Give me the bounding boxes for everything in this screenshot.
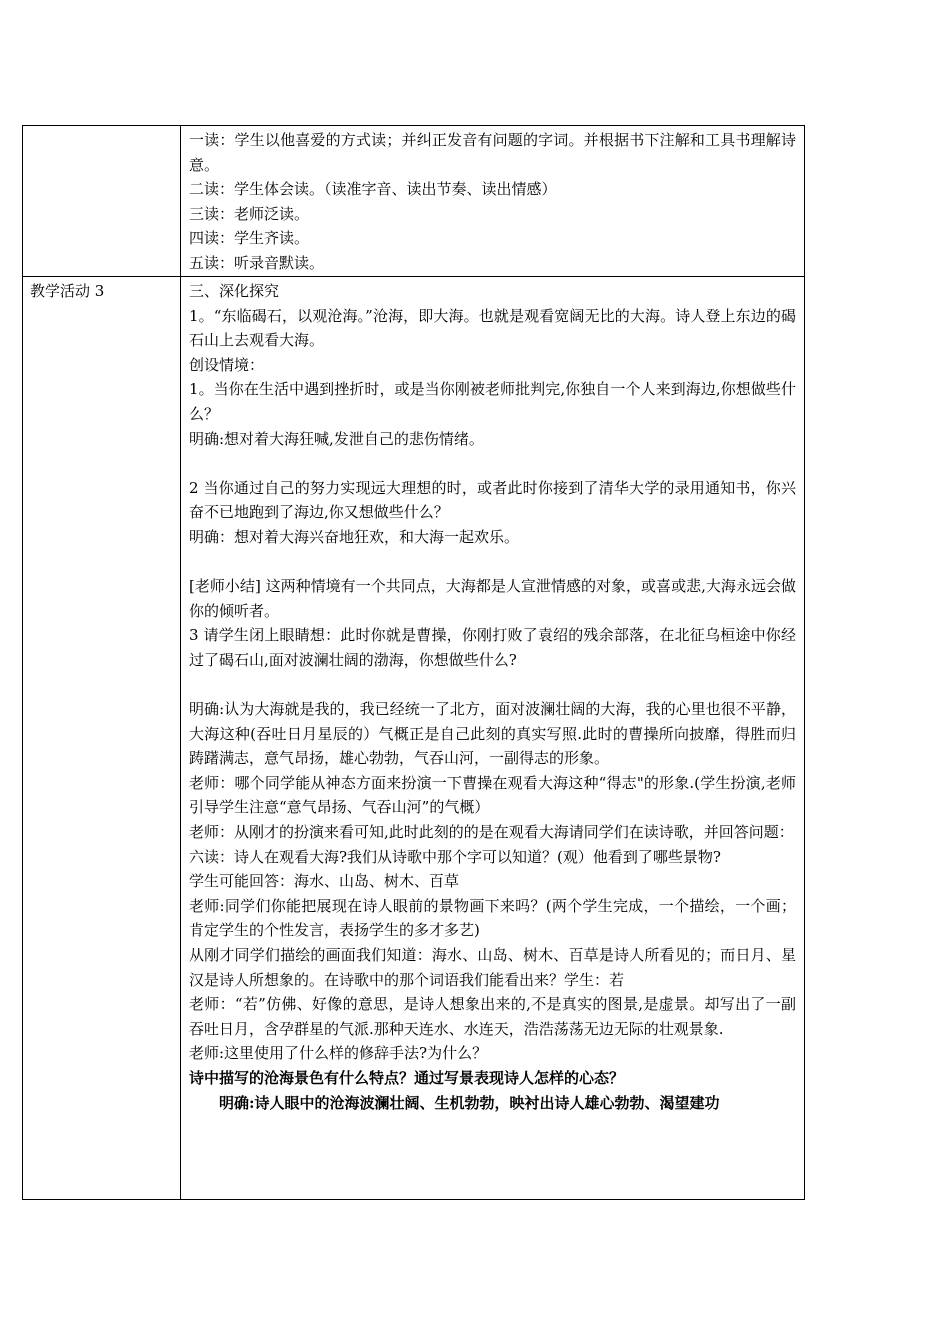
- paragraph: 老师:同学们你能把展现在诗人眼前的景物画下来吗？(两个学生完成，一个描绘，一个画；肯定学生的个性发言，表扬学生的多才多艺): [189, 896, 796, 940]
- paragraph: 老师：“若”仿佛、好像的意思，是诗人想象出来的,不是真实的图景,是虚景。却写出了一副吞吐日月，含孕群星的气派.那种天连水、水连天，浩浩荡荡无边无际的壮观景象.: [189, 995, 796, 1038]
- paragraph: [老师小结] 这两种情境有一个共同点，大海都是人宣泄情感的对象，或喜或悲,大海永远会做你的倾听者。: [189, 577, 796, 620]
- label-cell: [23, 126, 181, 277]
- paragraph: 明确:想对着大海狂喊,发泄自己的悲伤情绪。: [189, 429, 484, 448]
- paragraph: 3 请学生闭上眼睛想：此时你就是曹操，你刚打败了袁绍的残余部落，在北征乌桓途中你经过了碣石山,面对波澜壮阔的渤海，你想做些什么?: [189, 626, 796, 669]
- paragraph: 二读：学生体会读。（读准字音、读出节奏、读出情感）: [189, 180, 557, 199]
- paragraph: 三读：老师泛读。: [189, 204, 310, 223]
- bold-answer: 明确:诗人眼中的沧海波澜壮阔、生机勃勃，映衬出诗人雄心勃勃、渴望建功: [219, 1093, 720, 1112]
- paragraph: 从刚才同学们描绘的画面我们知道：海水、山岛、树木、百草是诗人所看见的；而日月、星汉是诗人所想象的。在诗歌中的那个词语我们能看出来？学生：若: [189, 946, 796, 989]
- paragraph: 1。当你在生活中遇到挫折时，或是当你刚被老师批判完,你独自一个人来到海边,你想做些什么？: [189, 380, 796, 423]
- blank-line: [189, 550, 796, 575]
- blank-line: [189, 451, 796, 476]
- content-block: [181, 277, 804, 1199]
- content-cell: [181, 126, 805, 277]
- paragraph: 四读：学生齐读。: [189, 229, 310, 248]
- section-heading: 三、深化探究: [189, 282, 280, 300]
- paragraph: 1。“东临碣石，以观沧海。”沧海，即大海。也就是观看宽阔无比的大海。诗人登上东边的碣石山上去观看大海。: [189, 306, 796, 350]
- row-label: [23, 126, 180, 128]
- paragraph: 明确：想对着大海兴奋地狂欢，和大海一起欢乐。: [189, 527, 520, 546]
- content-cell: [181, 277, 805, 1200]
- paragraph: 五读：听录音默读。: [189, 253, 325, 272]
- table-row-activity-3: [23, 277, 805, 1200]
- row-label: 教学活动 3: [30, 282, 105, 300]
- paragraph: 2 当你通过自己的努力实现远大理想的时，或者此时你接到了清华大学的录用通知书，你兴奋不已地跑到了海边,你又想做些什么？: [189, 478, 796, 522]
- paragraph: 六读：诗人在观看大海?我们从诗歌中那个字可以知道？(观）他看到了哪些景物?: [189, 847, 721, 866]
- blank-line: [189, 673, 796, 698]
- content-block: [181, 126, 804, 276]
- paragraph: 一读：学生以他喜爱的方式读；并纠正发音有问题的字词。并根据书下注解和工具书理解诗意。: [189, 131, 796, 174]
- paragraph: 创设情境：: [189, 355, 265, 374]
- bold-question: 诗中描写的沧海景色有什么特点？通过写景表现诗人怎样的心态？: [189, 1069, 625, 1087]
- label-cell: [23, 277, 181, 1200]
- paragraph: 老师:这里使用了什么样的修辞手法?为什么？: [189, 1044, 488, 1063]
- paragraph: 学生可能回答：海水、山岛、树木、百草: [189, 872, 460, 891]
- lesson-plan-table: [22, 125, 805, 1200]
- paragraph: 老师：从刚才的扮演来看可知,此时此刻的的是在观看大海请同学们在读诗歌，并回答问题：: [189, 823, 794, 842]
- table-row-reading: [23, 126, 805, 277]
- paragraph: 明确:认为大海就是我的，我已经统一了北方，面对波澜壮阔的大海，我的心里也很不平静，大海这种(吞吐日月星辰的）气概正是自己此刻的真实写照.此时的曹操所向披靡，得胜而归踌躇满志，意气昂扬，雄心勃勃，气吞山河，一副得志的形象。: [189, 700, 796, 768]
- paragraph: 老师：哪个同学能从神态方面来扮演一下曹操在观看大海这种“得志"的形象.(学生扮演,老师引导学生注意“意气昂扬、气吞山河”的气概）: [189, 773, 796, 817]
